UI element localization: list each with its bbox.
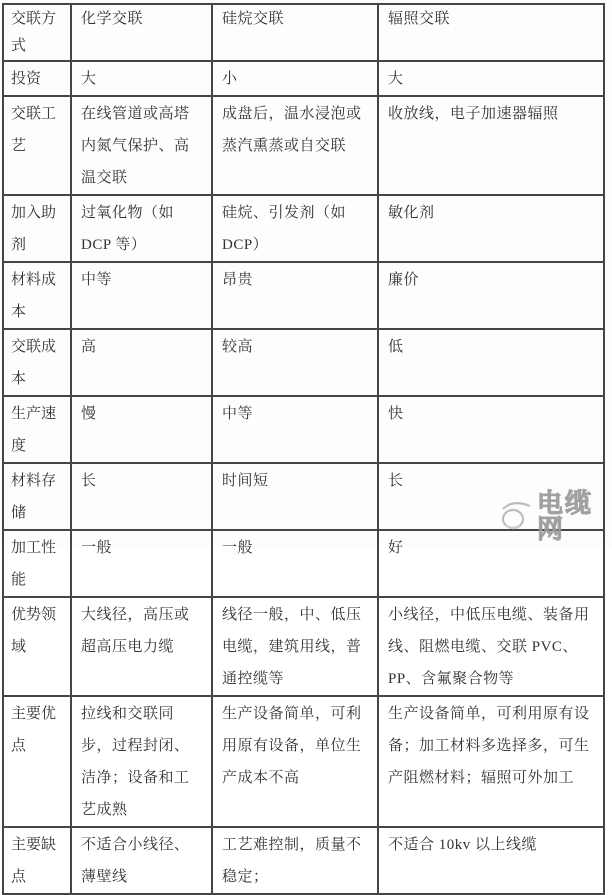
row-label: 主要缺点 bbox=[4, 828, 72, 895]
table-row-crosslink-cost bbox=[4, 330, 605, 397]
table-cell: 慢 bbox=[72, 397, 213, 464]
row-label: 加工性能 bbox=[4, 531, 72, 598]
row-label: 材料成本 bbox=[4, 263, 72, 330]
table-cell: 中等 bbox=[72, 263, 213, 330]
header-label: 化学交联 bbox=[81, 11, 144, 27]
table-row-advantage-fields bbox=[4, 598, 605, 697]
table-cell: 较高 bbox=[213, 330, 379, 397]
table-cell: 生产设备简单，可利用原有设备；加工材料多选择多，可生产阻燃材料；辐照可外加工 bbox=[379, 697, 605, 828]
table-cell: 收放线，电子加速器辐照 bbox=[379, 97, 605, 196]
watermark-text: 电缆网 bbox=[537, 489, 594, 544]
table-row-processability bbox=[4, 531, 605, 598]
table-cell: 大 bbox=[379, 62, 605, 97]
table-row-investment bbox=[4, 62, 605, 97]
table-cell: 过氧化物（如 DCP 等） bbox=[72, 196, 213, 263]
table-cell: 昂贵 bbox=[213, 263, 379, 330]
table-cell: 高 bbox=[72, 330, 213, 397]
table-cell: 不适合 10kv 以上线缆 bbox=[379, 828, 605, 895]
table-cell: 时间短 bbox=[213, 464, 379, 531]
table-cell: 长 bbox=[72, 464, 213, 531]
row-label: 交联成本 bbox=[4, 330, 72, 397]
row-label: 交联工艺 bbox=[4, 97, 72, 196]
row-label: 生产速度 bbox=[4, 397, 72, 464]
table-row-additives bbox=[4, 196, 605, 263]
header-silane-crosslink bbox=[213, 5, 379, 62]
header-label: 交联方式 bbox=[11, 11, 57, 54]
table-cell: 一般 bbox=[213, 531, 379, 598]
table-header-row bbox=[4, 5, 605, 62]
table-cell: 大线径，高压或超高压电力缆 bbox=[72, 598, 213, 697]
table-cell: 硅烷、引发剂（如 DCP） bbox=[213, 196, 379, 263]
table-row-material-storage bbox=[4, 464, 605, 531]
table-cell: 大 bbox=[72, 62, 213, 97]
table-cell: 生产设备简单，可利用原有设备，单位生产成本不高 bbox=[213, 697, 379, 828]
crosslink-comparison-table bbox=[2, 3, 605, 895]
row-label: 主要优点 bbox=[4, 697, 72, 828]
table-row-process bbox=[4, 97, 605, 196]
table-row-main-disadvantages bbox=[4, 828, 605, 895]
table-cell: 小线径，中低压电缆、装备用线、阻燃电缆、交联 PVC、PP、含氟聚合物等 bbox=[379, 598, 605, 697]
row-label: 加入助剂 bbox=[4, 196, 72, 263]
table-cell: 长 bbox=[379, 464, 605, 531]
table-row-main-advantages bbox=[4, 697, 605, 828]
table-cell: 好 bbox=[379, 531, 605, 598]
header-label: 硅烷交联 bbox=[222, 11, 285, 27]
table-cell: 拉线和交联同步，过程封闭、洁净；设备和工艺成熟 bbox=[72, 697, 213, 828]
header-crosslink-method bbox=[4, 5, 72, 62]
header-irradiation-crosslink bbox=[379, 5, 605, 62]
table-row-production-speed bbox=[4, 397, 605, 464]
table-cell: 一般 bbox=[72, 531, 213, 598]
table-cell: 快 bbox=[379, 397, 605, 464]
table-cell: 线径一般，中、低压电缆，建筑用线，普通控缆等 bbox=[213, 598, 379, 697]
table-cell: 小 bbox=[213, 62, 379, 97]
table-cell: 在线管道或高塔内氮气保护、高温交联 bbox=[72, 97, 213, 196]
row-label: 材料存储 bbox=[4, 464, 72, 531]
table-cell: 不适合小线径、薄壁线 bbox=[72, 828, 213, 895]
table-cell: 工艺难控制，质量不稳定； bbox=[213, 828, 379, 895]
table-cell: 中等 bbox=[213, 397, 379, 464]
table-cell: 低 bbox=[379, 330, 605, 397]
table-cell: 成盘后，温水浸泡或蒸汽熏蒸或自交联 bbox=[213, 97, 379, 196]
table-cell: 廉价 bbox=[379, 263, 605, 330]
row-label: 优势领域 bbox=[4, 598, 72, 697]
table-cell: 敏化剂 bbox=[379, 196, 605, 263]
header-label: 辐照交联 bbox=[388, 11, 451, 27]
header-chemical-crosslink bbox=[72, 5, 213, 62]
table-row-material-cost bbox=[4, 263, 605, 330]
row-label: 投资 bbox=[4, 62, 72, 97]
